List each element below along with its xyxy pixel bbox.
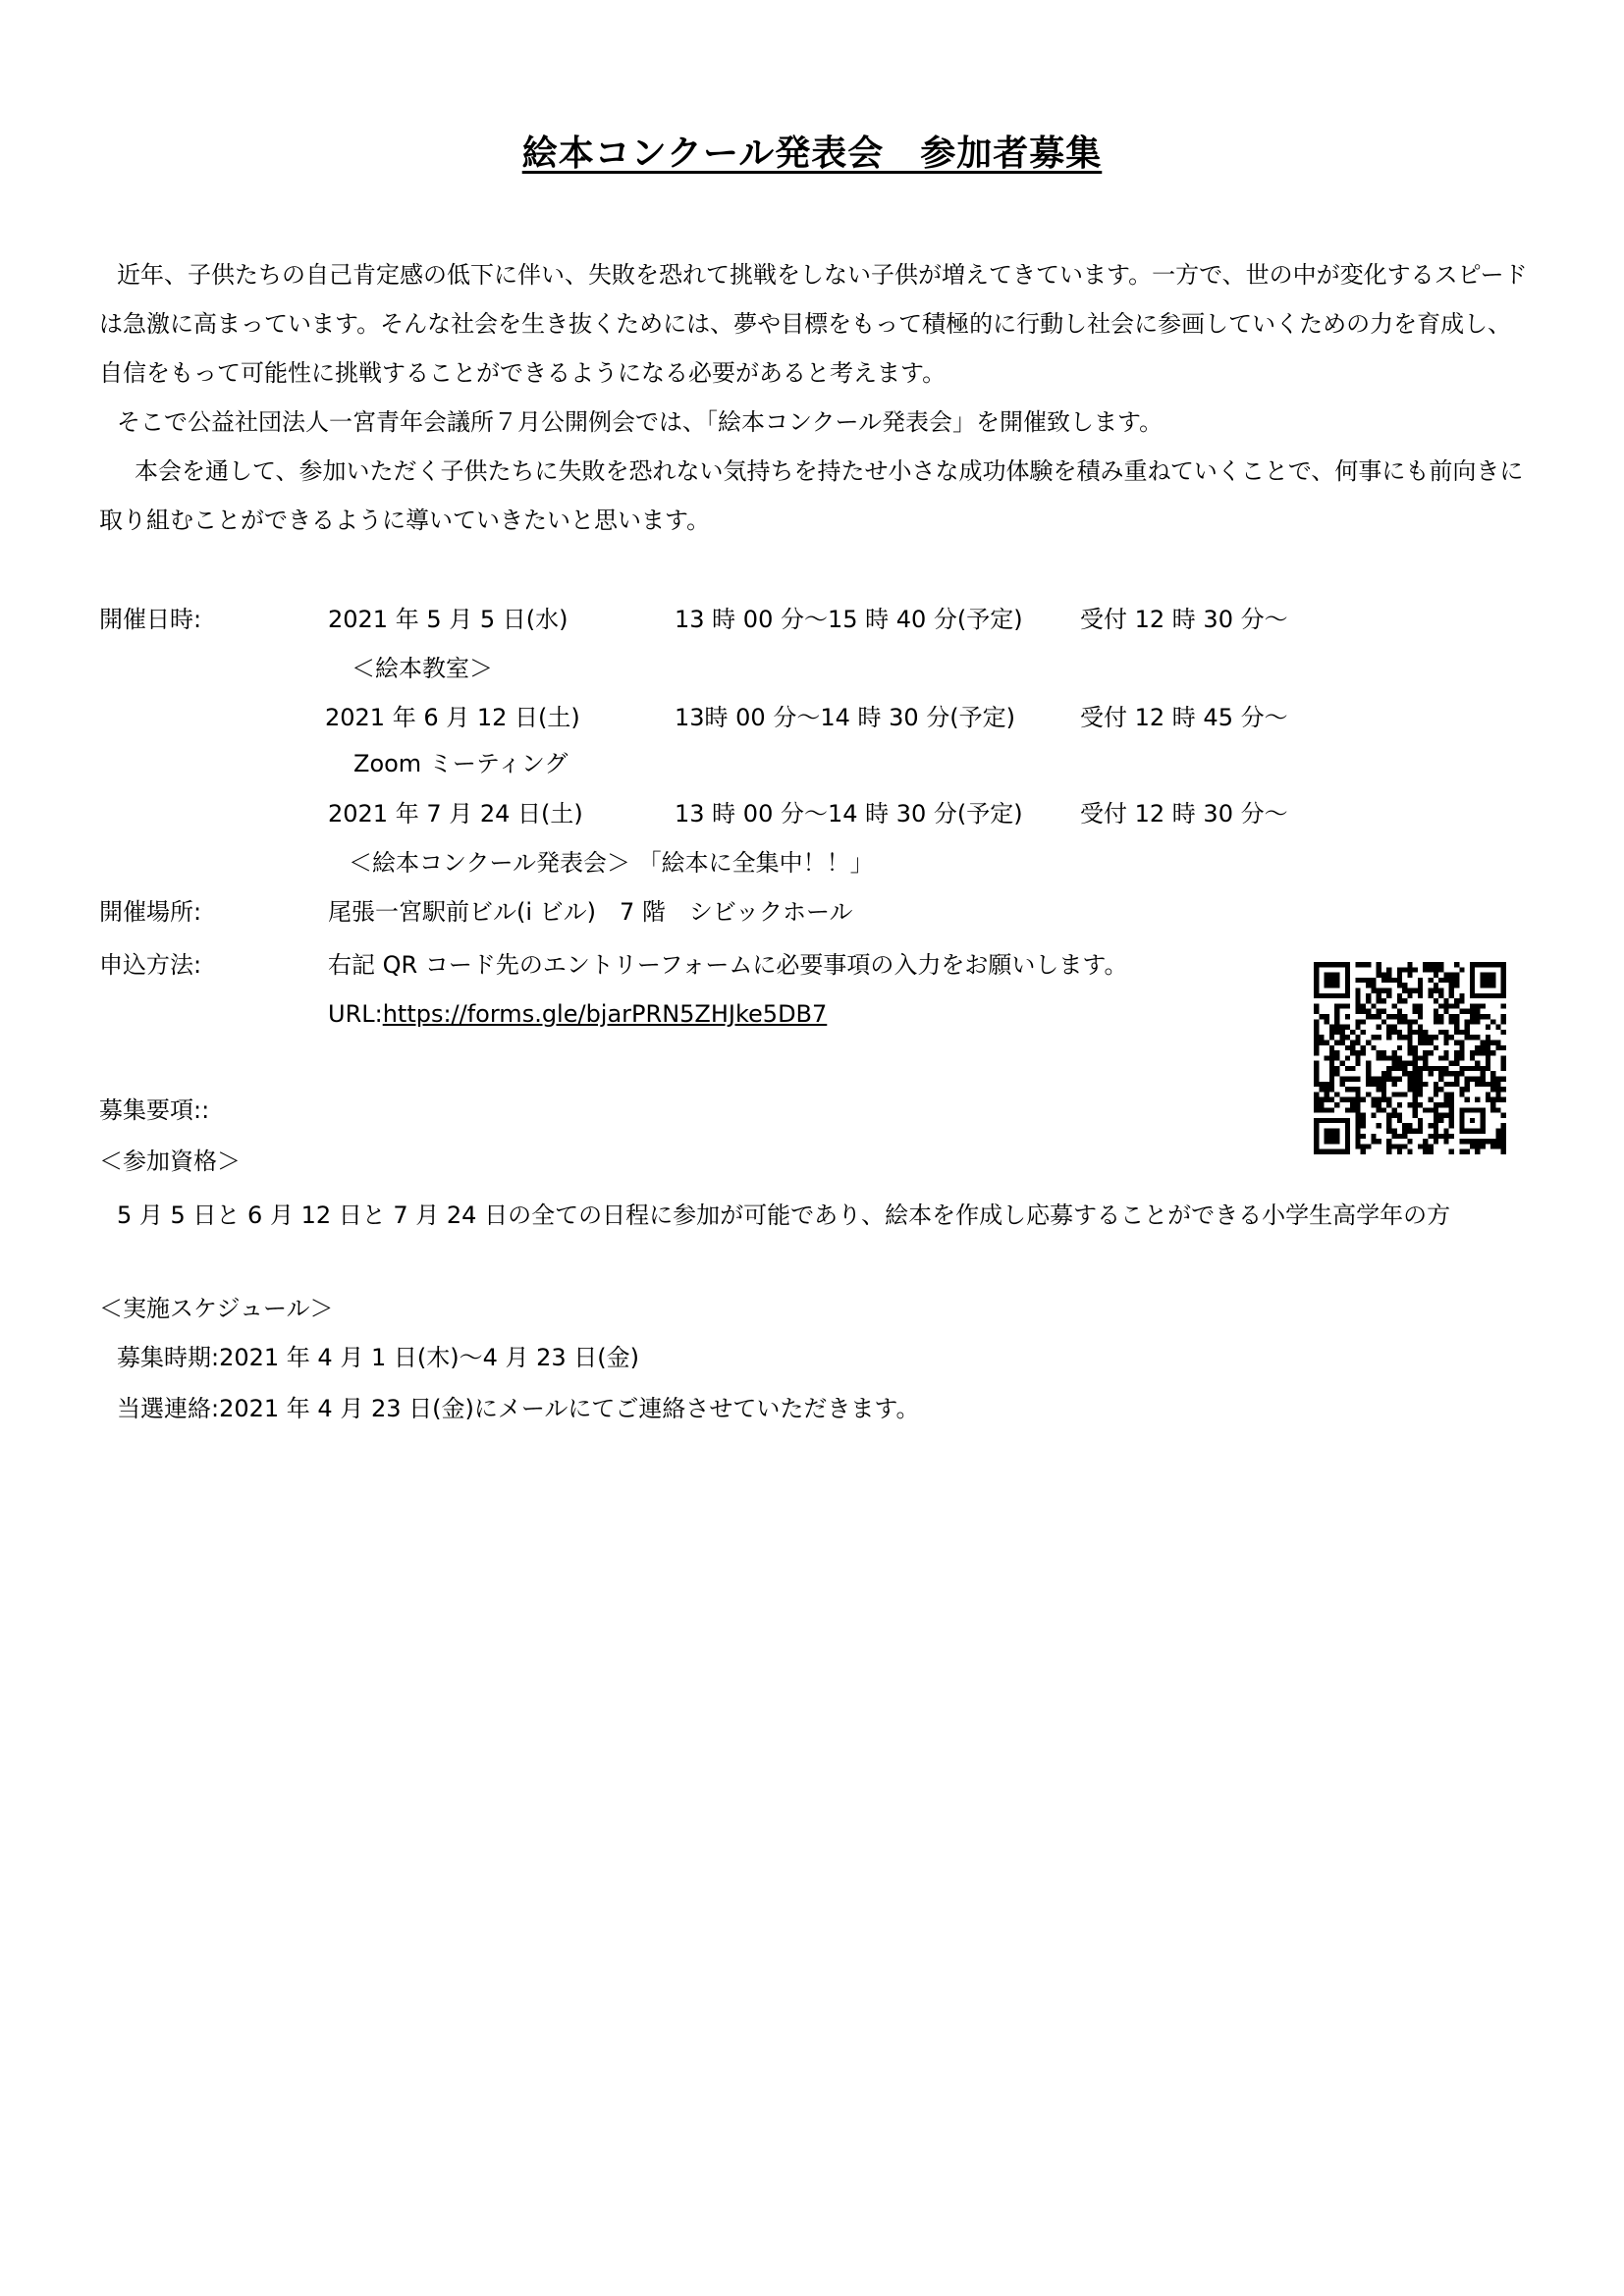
apply-value: 右記 QR コード先のエントリーフォームに必要事項の入力をお願いします。 [328,951,1128,979]
session-1-time: 13 時 00 分～15 時 40 分(予定) [675,606,1023,633]
session-2-name: Zoom ミーティング [353,750,568,777]
session-1-name: ＜絵本教室＞ [352,655,493,682]
session-2-reception: 受付 12 時 45 分～ [1080,704,1288,731]
session-3-reception: 受付 12 時 30 分～ [1080,800,1288,828]
intro-section [99,250,1535,545]
winner-notice: 当選連絡:2021 年 4 月 23 日(金)にメールにてご連絡させていただきます。 [117,1395,920,1422]
apply-label: 申込方法: [99,951,202,979]
schedule-label: 開催日時: [99,606,202,633]
session-2-date: 2021 年 6 月 12 日(土) [325,704,580,731]
session-1-date: 2021 年 5 月 5 日(水) [328,606,568,633]
url-line [328,998,827,1030]
url-prefix: URL: [328,1000,383,1028]
session-2-time: 13時 00 分～14 時 30 分(予定) [675,704,1016,731]
session-3-date: 2021 年 7 月 24 日(土) [328,800,583,828]
venue-value: 尾張一宮駅前ビル(i ビル) 7 階 シビックホール [328,898,853,926]
eligibility-heading: ＜参加資格＞ [99,1148,241,1175]
qr-code-icon[interactable] [1314,962,1506,1154]
intro-paragraph-1: 近年、子供たちの自己肯定感の低下に伴い、失敗を恐れて挑戦をしない子供が増えてきています。一方で、世の中が変化するスピードは急激に高まっています。そんな社会を生き抜くためには、夢や目標をもって積極的に行動し社会に参画していくための力を育成し、自信をもって可能性に挑戦することができるようになる必要があると考えます。 [99,261,1528,387]
recruit-label: 募集要項:: [99,1096,210,1124]
page-title: 絵本コンクール発表会 参加者募集 [521,133,1103,174]
eligibility-text: 5 月 5 日と 6 月 12 日と 7 月 24 日の全ての日程に参加が可能であり、絵本を作成し応募することができる小学生高学年の方 [117,1201,1451,1229]
session-3-time: 13 時 00 分～14 時 30 分(予定) [675,800,1023,828]
session-1-reception: 受付 12 時 30 分～ [1080,606,1288,633]
recruit-period: 募集時期:2021 年 4 月 1 日(木)～4 月 23 日(金) [117,1344,639,1371]
schedule-heading: ＜実施スケジュール＞ [99,1295,334,1322]
intro-paragraph-2: そこで公益社団法人一宮青年会議所７月公開例会では、「絵本コンクール発表会」を開催致します。 [117,408,1164,436]
session-3-name: ＜絵本コンクール発表会＞ 「絵本に全集中！！」 [349,849,874,877]
intro-paragraph-3: 本会を通して、参加いただく子供たちに失敗を恐れない気持ちを持たせ小さな成功体験を積み重ねていくことで、何事にも前向きに取り組むことができるように導いていきたいと思います。 [99,457,1524,534]
entry-form-link[interactable]: https://forms.gle/bjarPRN5ZHJke5DB7 [382,1000,828,1028]
venue-label: 開催場所: [99,898,202,926]
